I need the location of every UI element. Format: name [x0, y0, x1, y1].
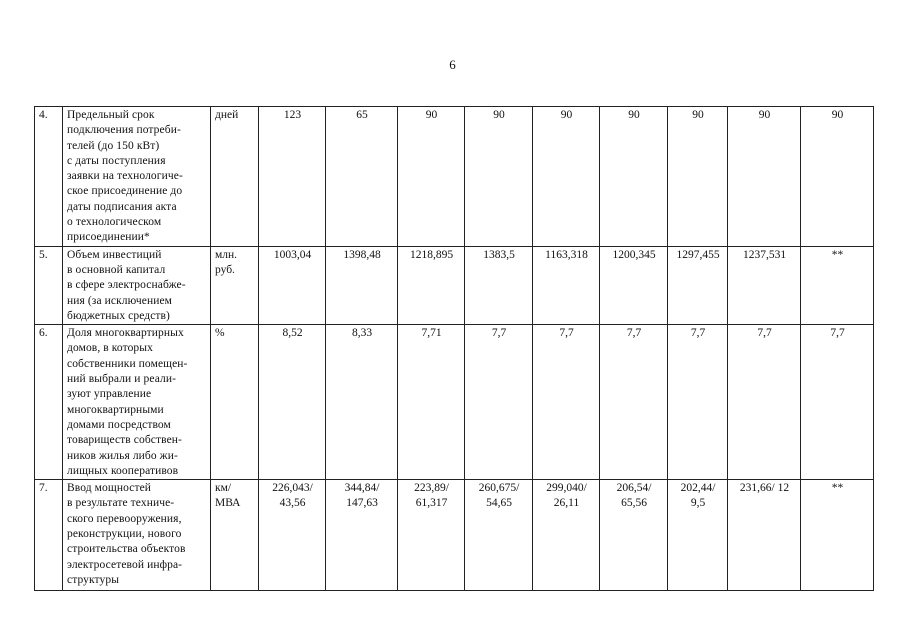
value-cell: 1218,895	[398, 246, 465, 324]
indicator-name-line: Ввод мощностей	[67, 482, 152, 495]
indicator-name-line: даты подписания акта	[67, 200, 177, 213]
indicator-name-line: в сфере электроснабже-	[67, 279, 186, 292]
value-cell: **	[801, 480, 874, 591]
indicator-name-line: с даты поступления	[67, 154, 166, 167]
value-cell: 90	[728, 107, 801, 247]
indicator-name-line: бюджетных средств)	[67, 309, 170, 322]
indicator-name-line: ского перевооружения,	[67, 512, 182, 525]
value-cell: 226,043/ 43,56	[259, 480, 326, 591]
value-cell: 206,54/ 65,56	[600, 480, 668, 591]
value-cell: 65	[326, 107, 398, 247]
indicator-name-line: товариществ собствен-	[67, 434, 182, 447]
indicator-name	[63, 325, 211, 480]
unit-cell: дней	[211, 107, 259, 247]
indicator-name-line: домов, в которых	[67, 342, 153, 355]
indicator-name-line: ний выбрали и реали-	[67, 373, 177, 386]
value-cell: 7,7	[668, 325, 728, 480]
table-row	[35, 246, 874, 324]
indicator-name-line: многоквартирными	[67, 403, 164, 416]
indicator-name-line: Предельный срок	[67, 109, 155, 121]
value-cell: 1383,5	[465, 246, 533, 324]
value-cell: 7,7	[600, 325, 668, 480]
indicator-name-line: заявки на технологиче-	[67, 170, 183, 183]
indicator-name-line: собственники помещен-	[67, 357, 188, 370]
indicator-name-line: Доля многоквартирных	[67, 327, 184, 340]
indicators-table	[34, 106, 874, 591]
indicator-name	[63, 107, 211, 247]
indicator-name	[63, 246, 211, 324]
indicator-name-line: телей (до 150 кВт)	[67, 139, 160, 152]
indicator-name-line: электросетевой инфра-	[67, 558, 183, 571]
value-cell: 90	[533, 107, 600, 247]
value-cell: 344,84/ 147,63	[326, 480, 398, 591]
value-cell: 1163,318	[533, 246, 600, 324]
value-cell: 260,675/ 54,65	[465, 480, 533, 591]
value-cell: 8,33	[326, 325, 398, 480]
indicator-name-line: в результате техниче-	[67, 497, 175, 510]
value-cell: 1003,04	[259, 246, 326, 324]
indicator-name-line: в основной капитал	[67, 263, 166, 276]
indicator-name-line: ников жилья либо жи-	[67, 449, 178, 462]
indicator-name-line: строительства объектов	[67, 543, 186, 556]
row-number: 5.	[35, 246, 63, 324]
table-row	[35, 107, 874, 247]
row-number: 4.	[35, 107, 63, 247]
value-cell: **	[801, 246, 874, 324]
value-cell: 299,040/ 26,11	[533, 480, 600, 591]
unit-cell: %	[211, 325, 259, 480]
value-cell: 7,7	[465, 325, 533, 480]
indicator-name-line: Объем инвестиций	[67, 248, 162, 261]
value-cell: 1297,455	[668, 246, 728, 324]
value-cell: 7,7	[728, 325, 801, 480]
indicator-name-line: ское присоединение до	[67, 185, 183, 198]
value-cell: 8,52	[259, 325, 326, 480]
indicator-name-line: реконструкции, нового	[67, 528, 182, 541]
indicator-name-line: о технологическом	[67, 216, 162, 229]
value-cell: 223,89/ 61,317	[398, 480, 465, 591]
unit-cell: млн. руб.	[211, 246, 259, 324]
indicator-name-line: подключения потреби-	[67, 124, 181, 137]
indicator-name-line: присоединении*	[67, 231, 150, 244]
table-row	[35, 480, 874, 591]
value-cell: 202,44/ 9,5	[668, 480, 728, 591]
value-cell: 90	[465, 107, 533, 247]
row-number: 7.	[35, 480, 63, 591]
indicator-name-line: лищных кооперативов	[67, 464, 179, 477]
value-cell: 231,66/ 12	[728, 480, 801, 591]
value-cell: 1237,531	[728, 246, 801, 324]
value-cell: 1200,345	[600, 246, 668, 324]
value-cell: 1398,48	[326, 246, 398, 324]
value-cell: 7,7	[801, 325, 874, 480]
table-row	[35, 325, 874, 480]
value-cell: 7,71	[398, 325, 465, 480]
value-cell: 123	[259, 107, 326, 247]
page-number: 6	[449, 57, 456, 72]
indicator-name-line: зуют управление	[67, 388, 152, 401]
indicator-name-line: структуры	[67, 573, 120, 586]
value-cell: 90	[668, 107, 728, 247]
indicator-name	[63, 480, 211, 591]
unit-cell: км/ МВА	[211, 480, 259, 591]
row-number: 6.	[35, 325, 63, 480]
indicator-name-line: домами посредством	[67, 418, 171, 431]
value-cell: 90	[801, 107, 874, 247]
value-cell: 90	[600, 107, 668, 247]
value-cell: 90	[398, 107, 465, 247]
indicator-name-line: ния (за исключением	[67, 294, 173, 307]
value-cell: 7,7	[533, 325, 600, 480]
